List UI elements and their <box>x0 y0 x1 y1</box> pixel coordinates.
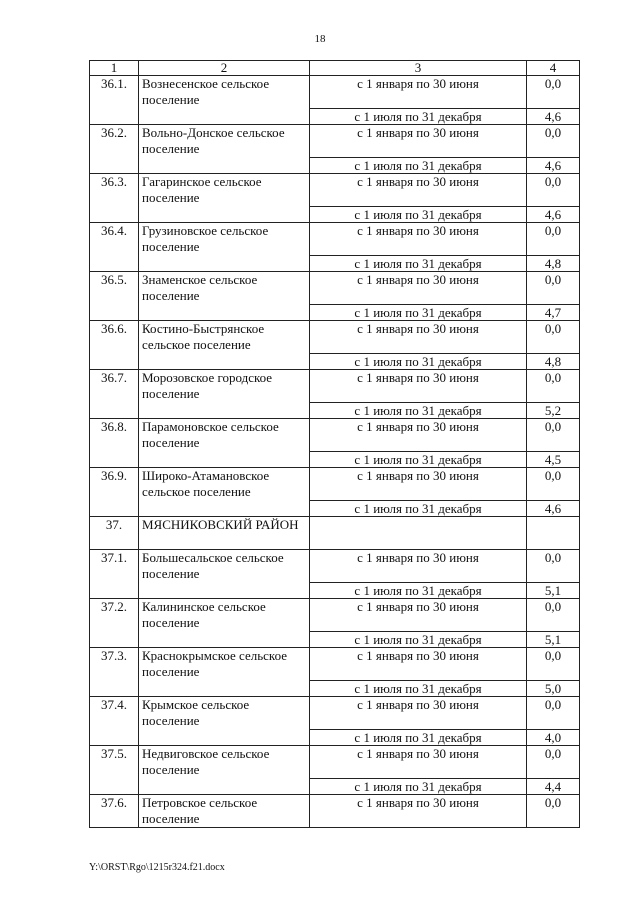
rate-first-half: 0,0 <box>527 174 580 207</box>
rate-first-half: 0,0 <box>527 746 580 779</box>
period-first-half: с 1 января по 30 июня <box>310 370 527 403</box>
period-second-half: с 1 июля по 31 декабря <box>310 730 527 746</box>
rate-first-half: 0,0 <box>527 272 580 305</box>
period-first-half: с 1 января по 30 июня <box>310 468 527 501</box>
period-second-half: с 1 июля по 31 декабря <box>310 158 527 174</box>
settlement-row <box>90 272 580 305</box>
period-second-half: с 1 июля по 31 декабря <box>310 779 527 795</box>
settlement-name: Парамоновское сельское поселение <box>139 419 310 468</box>
rate-first-half: 0,0 <box>527 648 580 681</box>
settlement-row <box>90 795 580 828</box>
row-number: 37.4. <box>90 697 139 746</box>
settlement-name: Краснокрымское сельское поселение <box>139 648 310 697</box>
period-first-half: с 1 января по 30 июня <box>310 272 527 305</box>
settlement-row <box>90 468 580 501</box>
rate-first-half: 0,0 <box>527 419 580 452</box>
table-header-row <box>90 61 580 76</box>
settlement-name: Широко-Атамановское сельское поселение <box>139 468 310 517</box>
rate-second-half: 4,4 <box>527 779 580 795</box>
period-second-half: с 1 июля по 31 декабря <box>310 256 527 272</box>
period-first-half: с 1 января по 30 июня <box>310 76 527 109</box>
rate-first-half: 0,0 <box>527 125 580 158</box>
period-first-half: с 1 января по 30 июня <box>310 599 527 632</box>
period-first-half: с 1 января по 30 июня <box>310 321 527 354</box>
row-number: 37.6. <box>90 795 139 828</box>
settlement-row <box>90 370 580 403</box>
rate-first-half: 0,0 <box>527 223 580 256</box>
settlement-row <box>90 174 580 207</box>
rate-first-half: 0,0 <box>527 795 580 828</box>
period-second-half: с 1 июля по 31 декабря <box>310 207 527 223</box>
settlement-name: Знаменское сельское поселение <box>139 272 310 321</box>
rate-second-half: 5,1 <box>527 632 580 648</box>
settlement-name: Гагаринское сельское поселение <box>139 174 310 223</box>
district-name: МЯСНИКОВСКИЙ РАЙОН <box>139 517 310 550</box>
row-number: 36.7. <box>90 370 139 419</box>
period-first-half: с 1 января по 30 июня <box>310 795 527 828</box>
rate-second-half: 4,0 <box>527 730 580 746</box>
row-number: 36.8. <box>90 419 139 468</box>
period-first-half: с 1 января по 30 июня <box>310 223 527 256</box>
row-number: 37.5. <box>90 746 139 795</box>
rate-first-half: 0,0 <box>527 468 580 501</box>
settlement-row <box>90 76 580 109</box>
file-path-footer: Y:\ORST\Rgo\1215r324.f21.docx <box>89 862 225 873</box>
row-number: 36.1. <box>90 76 139 125</box>
row-number: 36.6. <box>90 321 139 370</box>
row-number: 36.2. <box>90 125 139 174</box>
row-number: 37.1. <box>90 550 139 599</box>
settlement-row <box>90 599 580 632</box>
settlement-name: Вознесенское сельское поселение <box>139 76 310 125</box>
period-second-half: с 1 июля по 31 декабря <box>310 109 527 125</box>
rate-first-half: 0,0 <box>527 76 580 109</box>
rate-first-half <box>527 517 580 550</box>
rate-second-half: 4,8 <box>527 256 580 272</box>
settlement-row <box>90 223 580 256</box>
period-second-half: с 1 июля по 31 декабря <box>310 632 527 648</box>
header-col-2: 2 <box>139 61 310 76</box>
rate-first-half: 0,0 <box>527 599 580 632</box>
settlement-name: Грузиновское сельское поселение <box>139 223 310 272</box>
period-second-half: с 1 июля по 31 декабря <box>310 452 527 468</box>
settlement-row <box>90 648 580 681</box>
period-second-half: с 1 июля по 31 декабря <box>310 501 527 517</box>
period-first-half: с 1 января по 30 июня <box>310 419 527 452</box>
row-number: 36.9. <box>90 468 139 517</box>
settlement-name: Костино-Быстрянское сельское поселение <box>139 321 310 370</box>
rate-first-half: 0,0 <box>527 370 580 403</box>
period-first-half: с 1 января по 30 июня <box>310 648 527 681</box>
settlement-row <box>90 746 580 779</box>
period-first-half: с 1 января по 30 июня <box>310 697 527 730</box>
row-number: 37.3. <box>90 648 139 697</box>
settlement-name: Морозовское городское поселение <box>139 370 310 419</box>
rate-second-half: 5,0 <box>527 681 580 697</box>
row-number: 36.5. <box>90 272 139 321</box>
settlement-row <box>90 550 580 583</box>
rate-second-half: 4,8 <box>527 354 580 370</box>
settlement-row <box>90 419 580 452</box>
settlement-name: Крымское сельское поселение <box>139 697 310 746</box>
rate-second-half: 4,6 <box>527 501 580 517</box>
period-first-half: с 1 января по 30 июня <box>310 550 527 583</box>
period-second-half: с 1 июля по 31 декабря <box>310 305 527 321</box>
period-second-half: с 1 июля по 31 декабря <box>310 403 527 419</box>
rate-second-half: 5,2 <box>527 403 580 419</box>
settlement-name: Петровское сельское поселение <box>139 795 310 828</box>
settlement-name: Вольно-Донское сельское поселение <box>139 125 310 174</box>
period-first-half: с 1 января по 30 июня <box>310 746 527 779</box>
header-col-3: 3 <box>310 61 527 76</box>
rate-first-half: 0,0 <box>527 321 580 354</box>
settlement-row <box>90 697 580 730</box>
rate-first-half: 0,0 <box>527 550 580 583</box>
settlement-name: Большесальское сельское поселение <box>139 550 310 599</box>
settlement-row <box>90 125 580 158</box>
period-second-half: с 1 июля по 31 декабря <box>310 681 527 697</box>
rate-second-half: 4,6 <box>527 158 580 174</box>
settlement-row <box>90 321 580 354</box>
period-second-half: с 1 июля по 31 декабря <box>310 354 527 370</box>
row-number: 36.3. <box>90 174 139 223</box>
page-number: 18 <box>314 33 326 45</box>
period-second-half: с 1 июля по 31 декабря <box>310 583 527 599</box>
row-number: 37.2. <box>90 599 139 648</box>
rate-second-half: 5,1 <box>527 583 580 599</box>
settlement-name: Калининское сельское поселение <box>139 599 310 648</box>
tariff-table <box>89 60 580 828</box>
header-col-1: 1 <box>90 61 139 76</box>
period-first-half: с 1 января по 30 июня <box>310 174 527 207</box>
period-first-half <box>310 517 527 550</box>
rate-second-half: 4,6 <box>527 109 580 125</box>
header-col-4: 4 <box>527 61 580 76</box>
row-number: 36.4. <box>90 223 139 272</box>
rate-second-half: 4,7 <box>527 305 580 321</box>
rate-second-half: 4,6 <box>527 207 580 223</box>
row-number: 37. <box>90 517 139 550</box>
district-row <box>90 517 580 550</box>
period-first-half: с 1 января по 30 июня <box>310 125 527 158</box>
rate-first-half: 0,0 <box>527 697 580 730</box>
rate-second-half: 4,5 <box>527 452 580 468</box>
settlement-name: Недвиговское сельское поселение <box>139 746 310 795</box>
